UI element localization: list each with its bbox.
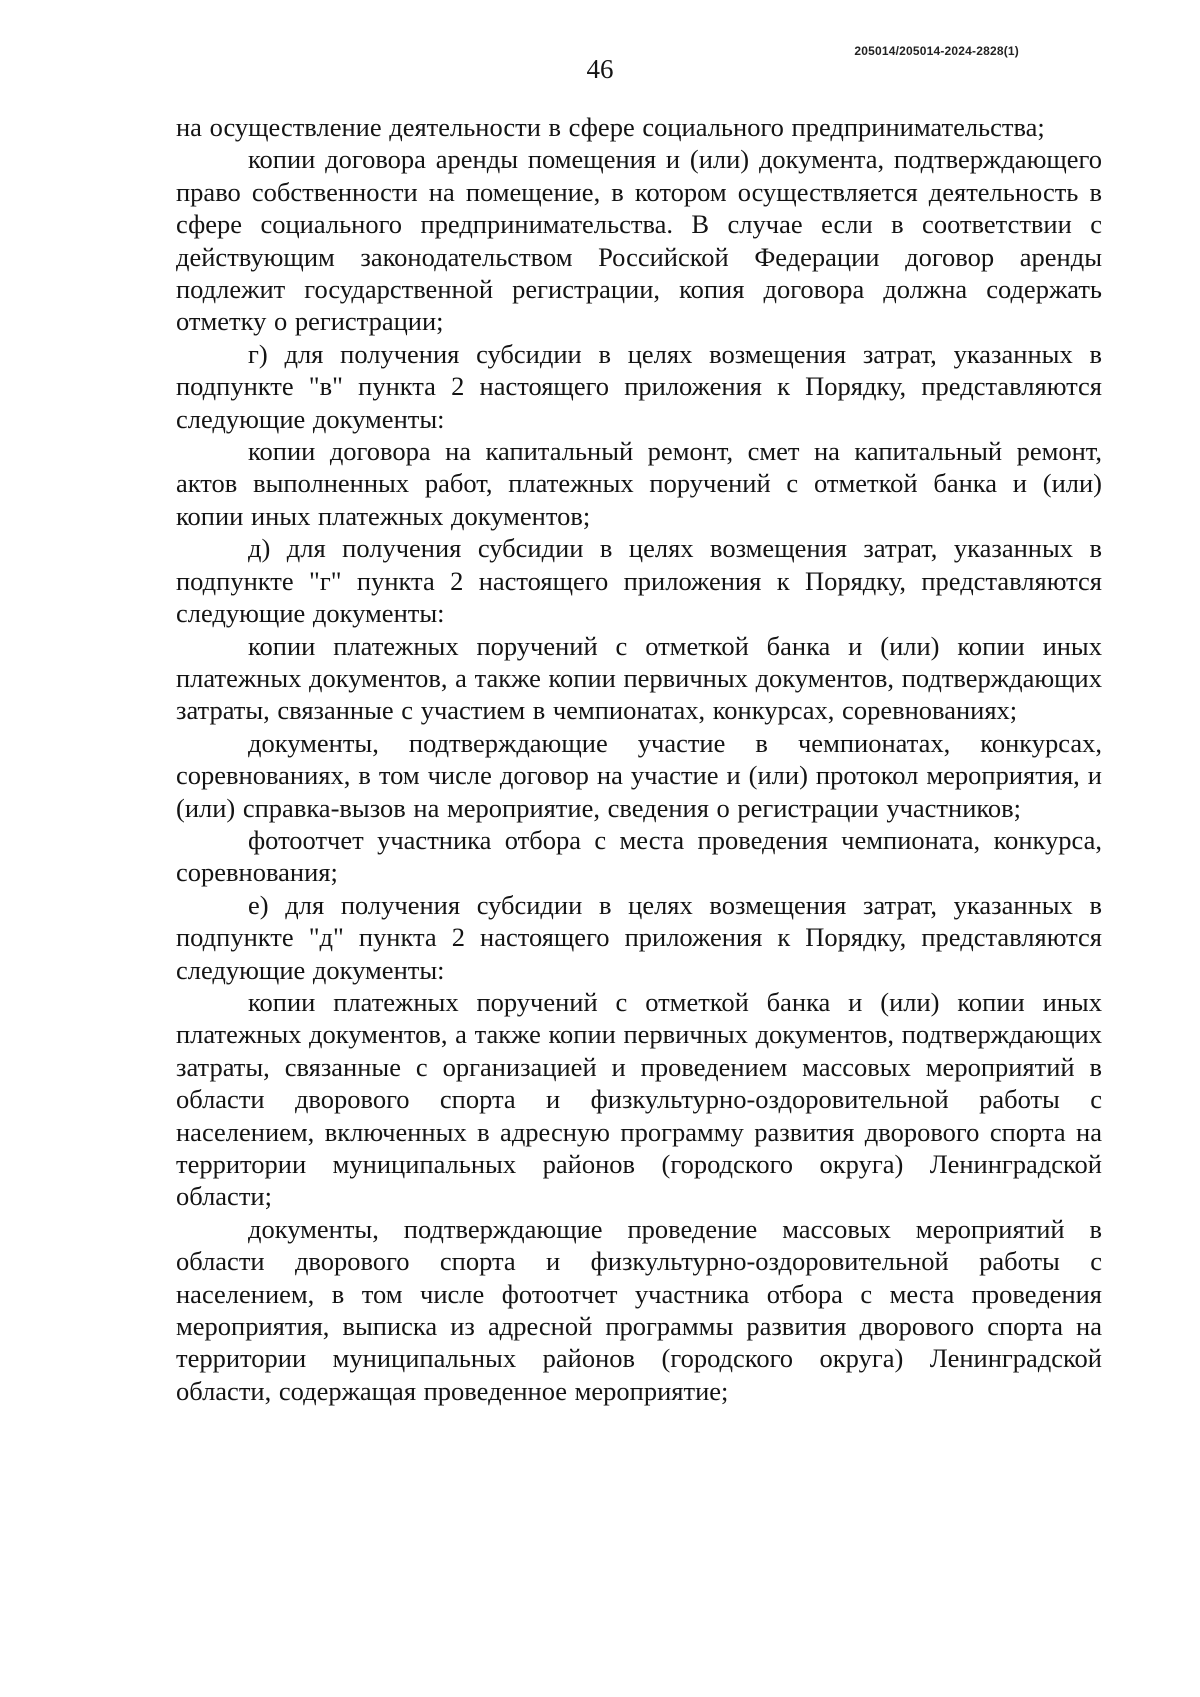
paragraph-repair-documents: копии договора на капитальный ремонт, смет на капитальный ремонт, актов выполненных работ, платежных поручений с отметкой банка и (или) копии иных платежных документов; (176, 436, 1102, 531)
paragraph-participation-documents: документы, подтверждающие участие в чемпионатах, конкурсах, соревнованиях, в том числе договор на участие и (или) протокол мероприятия, и (или) справка-вызов на мероприятие, сведения о регистрации участников; (176, 727, 1102, 823)
document-id: 205014/205014-2024-2828(1) (854, 44, 1019, 58)
document-body (176, 111, 1102, 1407)
paragraph-lease-copies: копии договора аренды помещения и (или) документа, подтверждающего право собственности на помещение, в котором осуществляется деятельность в сфере социального предпринимательства. В случае если в соответствии с действующим законодательством Российской Федерации договор аренды подлежит государственной регистрации, копия договора должна содержать отметку о регистрации; (176, 144, 1102, 337)
paragraph-payment-copies-events: копии платежных поручений с отметкой банка и (или) копии иных платежных документов, а также копии первичных документов, подтверждающих затраты, связанные с организацией и проведением массовых мероприятий в области дворового спорта и физкультурно-оздоровительной работы с населением, включенных в адресную программу развития дворового спорта на территории муниципальных районов (городского округа) Ленинградской области; (176, 986, 1102, 1212)
paragraph-item-g: г) для получения субсидии в целях возмещения затрат, указанных в подпункте "в" пункта 2 настоящего приложения к Порядку, представляются следующие документы: (176, 338, 1102, 434)
paragraph-continuation: на осуществление деятельности в сфере социального предпринимательства; (176, 112, 1045, 142)
paragraph-event-documents: документы, подтверждающие проведение массовых мероприятий в области дворового спорта и физкультурно-оздоровительной работы с населением, в том числе фотоотчет участника отбора с места проведения мероприятия, выписка из адресной программы развития дворового спорта на территории муниципальных районов (городского округа) Ленинградской области, содержащая проведенное мероприятие; (176, 1213, 1102, 1406)
paragraph-item-d: д) для получения субсидии в целях возмещения затрат, указанных в подпункте "г" пункта 2 настоящего приложения к Порядку, представляются следующие документы: (176, 533, 1102, 629)
paragraph-photo-report: фотоотчет участника отбора с места проведения чемпионата, конкурса, соревнования; (176, 824, 1102, 888)
paragraph-item-e: е) для получения субсидии в целях возмещения затрат, указанных в подпункте "д" пункта 2 настоящего приложения к Порядку, представляются следующие документы: (176, 889, 1102, 985)
page-number: 46 (586, 54, 614, 84)
paragraph-payment-copies-championships: копии платежных поручений с отметкой банка и (или) копии иных платежных документов, а также копии первичных документов, подтверждающих затраты, связанные с участием в чемпионатах, конкурсах, соревнованиях; (176, 630, 1102, 726)
